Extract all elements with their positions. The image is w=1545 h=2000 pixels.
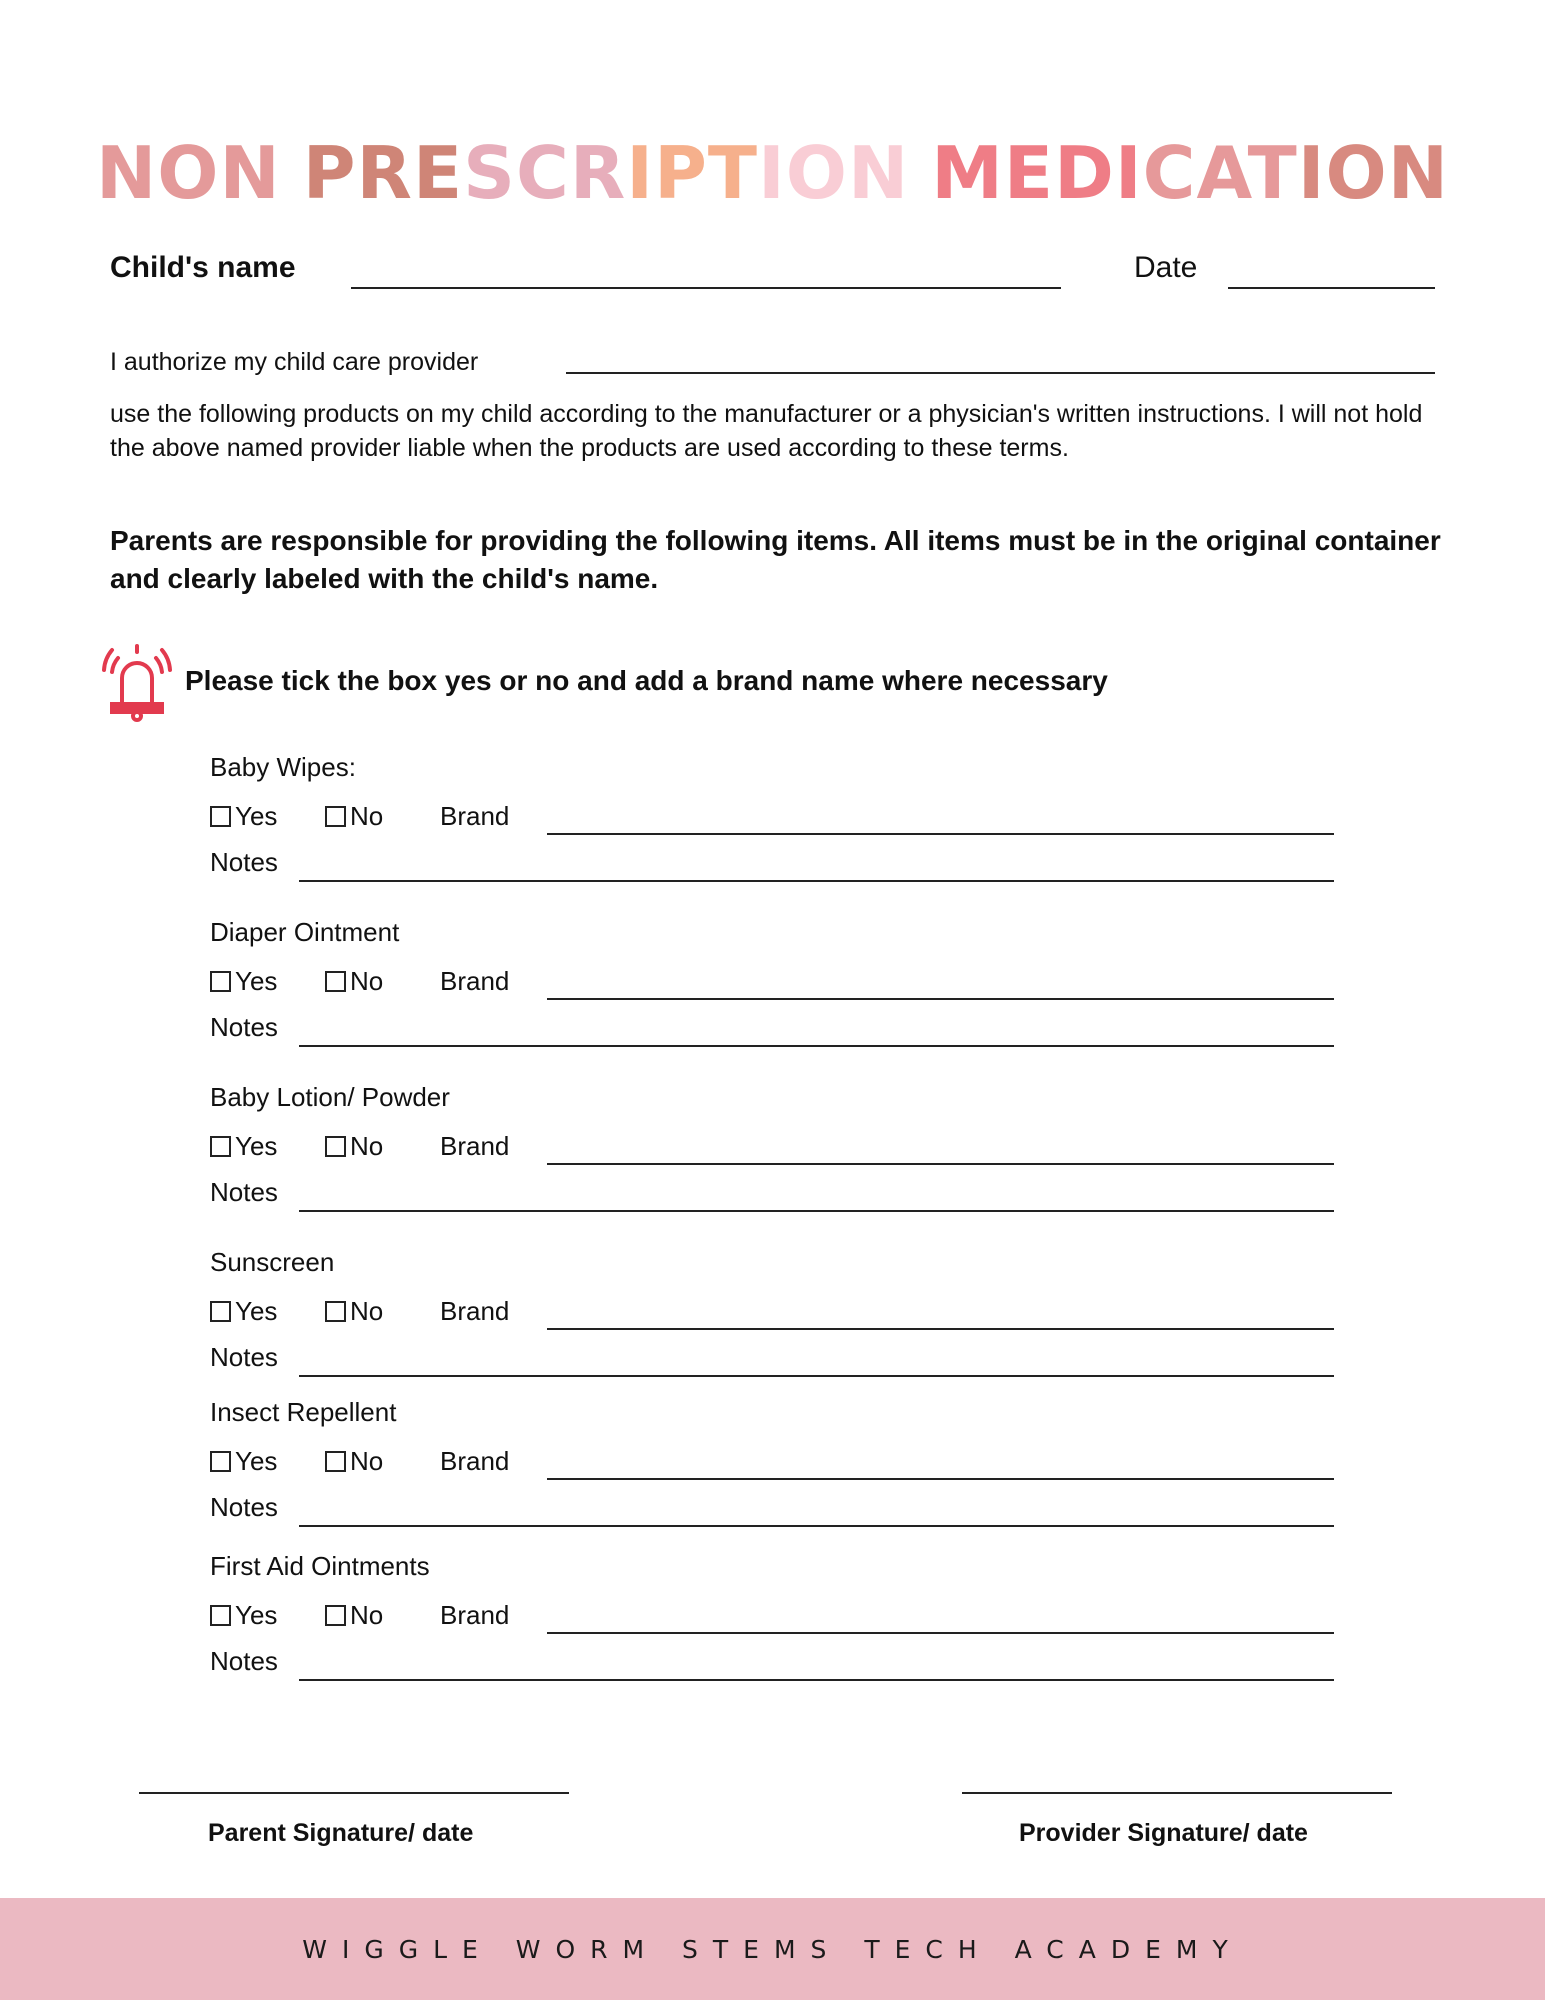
no-option[interactable]	[325, 1296, 383, 1326]
footer-text: WIGGLE WORM STEMS TECH ACADEMY	[302, 1934, 1243, 1964]
item-title: Baby Wipes:	[210, 752, 356, 782]
item-title: First Aid Ointments	[210, 1551, 430, 1581]
title-seg: CAT	[1142, 131, 1298, 215]
notes-label: Notes	[210, 1177, 278, 1207]
no-label: No	[350, 801, 384, 831]
notes-field[interactable]	[299, 1679, 1334, 1681]
brand-label: Brand	[440, 1446, 510, 1476]
yes-checkbox[interactable]	[210, 1136, 231, 1157]
no-checkbox[interactable]	[325, 1136, 346, 1157]
title-seg: IPT	[626, 131, 758, 215]
no-label: No	[350, 1446, 384, 1476]
brand-field[interactable]	[547, 998, 1334, 1000]
title-seg: SCR	[463, 131, 627, 215]
childs-name-field[interactable]	[351, 287, 1061, 289]
brand-label: Brand	[440, 1600, 510, 1630]
item-title: Baby Lotion/ Powder	[210, 1082, 450, 1112]
notes-label: Notes	[210, 847, 278, 877]
yes-option[interactable]	[210, 1296, 277, 1326]
notes-field[interactable]	[299, 1525, 1334, 1527]
notes-field[interactable]	[299, 1375, 1334, 1377]
no-option[interactable]	[325, 801, 383, 831]
brand-label: Brand	[440, 1131, 510, 1161]
notes-field[interactable]	[299, 1045, 1334, 1047]
no-label: No	[350, 1600, 384, 1630]
no-option[interactable]	[325, 1131, 383, 1161]
item-title: Diaper Ointment	[210, 917, 400, 947]
no-label: No	[350, 966, 384, 996]
brand-field[interactable]	[547, 1328, 1334, 1330]
responsibility-notice: Parents are responsible for providing the following items. All items must be in the original container and clearly labeled with the child's name.	[110, 525, 1441, 594]
yes-label: Yes	[235, 1296, 278, 1326]
notes-label: Notes	[210, 1646, 278, 1676]
brand-field[interactable]	[547, 1478, 1334, 1480]
brand-field[interactable]	[547, 1163, 1334, 1165]
yes-label: Yes	[235, 1131, 278, 1161]
notes-field[interactable]	[299, 880, 1334, 882]
notes-field[interactable]	[299, 1210, 1334, 1212]
title-seg: ION	[1297, 131, 1449, 215]
yes-checkbox[interactable]	[210, 1451, 231, 1472]
item-title: Insect Repellent	[210, 1397, 397, 1427]
authorize-label: I authorize my child care provider	[110, 348, 479, 376]
no-checkbox[interactable]	[325, 1605, 346, 1626]
no-option[interactable]	[325, 966, 383, 996]
title-seg: PRE	[302, 131, 464, 215]
yes-option[interactable]	[210, 1446, 277, 1476]
yes-option[interactable]	[210, 966, 277, 996]
item-title: Sunscreen	[210, 1247, 335, 1277]
date-label: Date	[1134, 251, 1198, 284]
no-option[interactable]	[325, 1446, 383, 1476]
brand-label: Brand	[440, 966, 510, 996]
parent-signature-line[interactable]	[139, 1792, 569, 1794]
provider-name-field[interactable]	[566, 372, 1435, 374]
no-label: No	[350, 1131, 384, 1161]
title-seg: NON	[96, 131, 281, 215]
brand-label: Brand	[440, 1296, 510, 1326]
provider-signature-label: Provider Signature/ date	[1019, 1819, 1308, 1847]
yes-label: Yes	[235, 1600, 278, 1630]
yes-checkbox[interactable]	[210, 1301, 231, 1322]
no-checkbox[interactable]	[325, 806, 346, 827]
no-checkbox[interactable]	[325, 1301, 346, 1322]
no-checkbox[interactable]	[325, 971, 346, 992]
brand-field[interactable]	[547, 1632, 1334, 1634]
brand-label: Brand	[440, 801, 510, 831]
notes-label: Notes	[210, 1012, 278, 1042]
yes-checkbox[interactable]	[210, 1605, 231, 1626]
no-option[interactable]	[325, 1600, 383, 1630]
authorize-body: use the following products on my child according to the manufacturer or a physician's written instructions. I will not hold the above named provider liable when the products are used according to these terms.	[110, 400, 1423, 462]
title-seg: ION	[757, 131, 910, 215]
no-checkbox[interactable]	[325, 1451, 346, 1472]
notes-label: Notes	[210, 1342, 278, 1372]
yes-option[interactable]	[210, 1600, 277, 1630]
footer-bar	[0, 1898, 1545, 2000]
no-label: No	[350, 1296, 384, 1326]
yes-label: Yes	[235, 966, 278, 996]
bell-icon	[100, 640, 174, 722]
page-title	[0, 128, 1545, 218]
yes-label: Yes	[235, 1446, 278, 1476]
title-seg: MEDI	[931, 131, 1143, 215]
yes-option[interactable]	[210, 801, 277, 831]
yes-label: Yes	[235, 801, 278, 831]
notes-label: Notes	[210, 1492, 278, 1522]
childs-name-label: Child's name	[110, 251, 296, 284]
yes-option[interactable]	[210, 1131, 277, 1161]
parent-signature-label: Parent Signature/ date	[208, 1819, 474, 1847]
brand-field[interactable]	[547, 833, 1334, 835]
notice-text: Please tick the box yes or no and add a brand name where necessary	[185, 665, 1108, 696]
provider-signature-line[interactable]	[962, 1792, 1392, 1794]
date-field[interactable]	[1228, 287, 1435, 289]
yes-checkbox[interactable]	[210, 806, 231, 827]
yes-checkbox[interactable]	[210, 971, 231, 992]
